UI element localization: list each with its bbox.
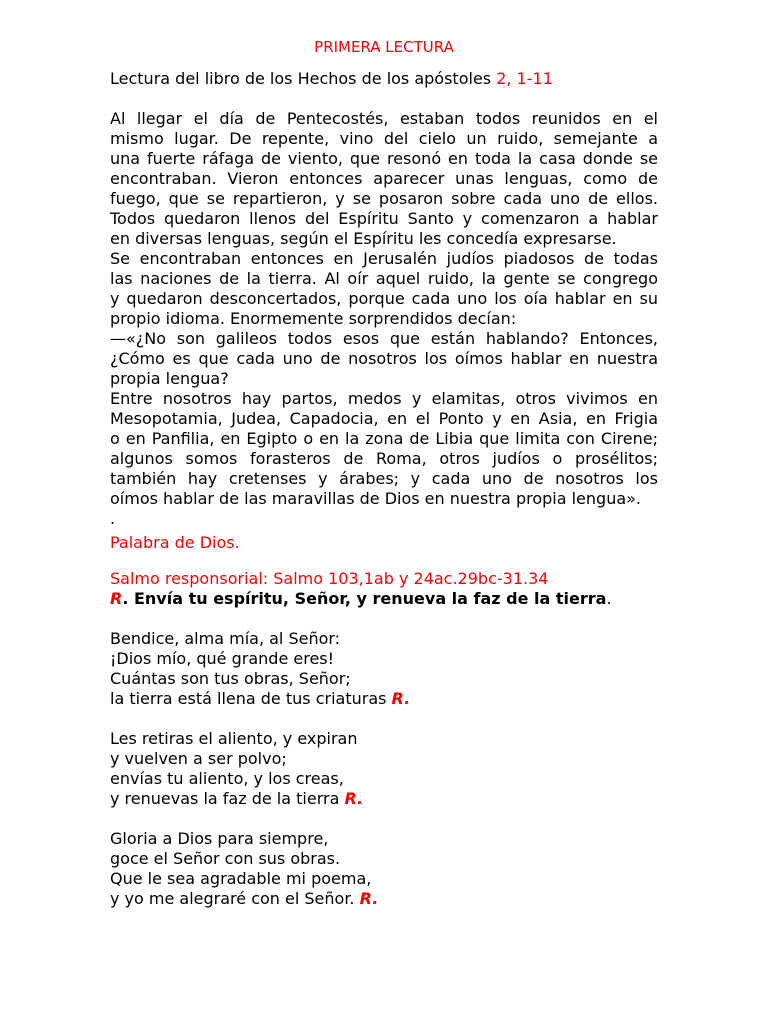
reading-paragraph-1 (110, 109, 658, 249)
text-line: o en Panfilia, en Egipto o en la zona de Libia que limita con Cirene; (110, 429, 658, 448)
text-line: las naciones de la tierra. Al oír aquel ruido, la gente se congrego (110, 269, 658, 288)
text-line: oímos hablar de las maravillas de Dios en nuestra propia lengua». (110, 489, 642, 508)
text-line: fuego, que se repartieron, y se posaron sobre cada uno de ellos. (110, 189, 658, 208)
text-line: y quedaron desconcertados, porque cada uno los oía hablar en su (110, 289, 658, 308)
page-title: PRIMERA LECTURA (314, 38, 454, 56)
reading-paragraph-2 (110, 249, 658, 329)
psalm-stanza-2 (110, 729, 658, 809)
response-mark: R. (344, 789, 364, 808)
reading-intro: Lectura del libro de los Hechos de los apóstoles (110, 69, 497, 88)
separator-dot: . (110, 509, 116, 528)
verse-line: ¡Dios mío, qué grande eres! (110, 649, 335, 668)
text-line: propia lengua? (110, 369, 229, 388)
text-line: algunos somos forasteros de Roma, otros judíos o prosélitos; (110, 449, 658, 468)
verse-line: Cuántas son tus obras, Señor; (110, 669, 351, 688)
verse-line-final (110, 889, 658, 909)
verse-line-final (110, 789, 658, 809)
response-text: . Envía tu espíritu, Señor, y renueva la faz de la tierra (122, 589, 607, 608)
document-page (110, 37, 658, 909)
response-marker: R (110, 589, 123, 608)
verse-line: Bendice, alma mía, al Señor: (110, 629, 341, 648)
reading-closing: Palabra de Dios. (110, 533, 240, 552)
text-line: propio idioma. Enormemente sorprendidos decían: (110, 309, 517, 328)
text-line: mismo lugar. De repente, vino del cielo un ruido, semejante a (110, 129, 658, 148)
text-line: Al llegar el día de Pentecostés, estaban todos reunidos en el (110, 109, 658, 128)
response-mark: R. (359, 889, 379, 908)
text-line: también hay cretenses y árabes; y cada uno de nosotros los (110, 469, 658, 488)
reading-reference (110, 69, 658, 89)
response-end: . (606, 589, 612, 608)
text-line: ¿Cómo es que cada uno de nosotros los oímos hablar en nuestra (110, 349, 658, 368)
verse-line: y renuevas la faz de la tierra (110, 789, 345, 808)
verse-line: Que le sea agradable mi poema, (110, 869, 372, 888)
reading-paragraph-3 (110, 329, 658, 389)
text-line: una fuerte ráfaga de viento, que resonó en toda la casa donde se (110, 149, 658, 168)
reading-paragraph-4 (110, 389, 658, 509)
text-line: —«¿No son galileos todos esos que están hablando? Entonces, (110, 329, 658, 348)
reading-body (110, 109, 658, 529)
verse-line: envías tu aliento, y los creas, (110, 769, 344, 788)
text-line: encontraban. Vieron entonces aparecer unas lenguas, como de (110, 169, 658, 188)
reading-citation: 2, 1-11 (496, 69, 553, 88)
psalm-stanza-1 (110, 629, 658, 709)
verse-line: Les retiras el aliento, y expiran (110, 729, 358, 748)
verse-line: la tierra está llena de tus criaturas (110, 689, 392, 708)
verse-line: y vuelven a ser polvo; (110, 749, 287, 768)
psalm-stanza-3 (110, 829, 658, 909)
verse-line: y yo me alegraré con el Señor. (110, 889, 360, 908)
verse-line: Gloria a Dios para siempre, (110, 829, 329, 848)
response-mark: R. (391, 689, 411, 708)
text-line: Entre nosotros hay partos, medos y elamitas, otros vivimos en (110, 389, 658, 408)
verse-line: goce el Señor con sus obras. (110, 849, 341, 868)
text-line: Todos quedaron llenos del Espíritu Santo y comenzaron a hablar (110, 209, 658, 228)
text-line: Se encontraban entonces en Jerusalén judíos piadosos de todas (110, 249, 658, 268)
text-line: Mesopotamia, Judea, Capadocia, en el Ponto y en Asia, en Frigia (110, 409, 658, 428)
text-line: en diversas lenguas, según el Espíritu les concedía expresarse. (110, 229, 617, 248)
verse-line-final (110, 689, 658, 709)
psalm-title: Salmo responsorial: Salmo 103,1ab y 24ac.29bc-31.34 (110, 569, 549, 588)
psalm-response (110, 589, 658, 609)
